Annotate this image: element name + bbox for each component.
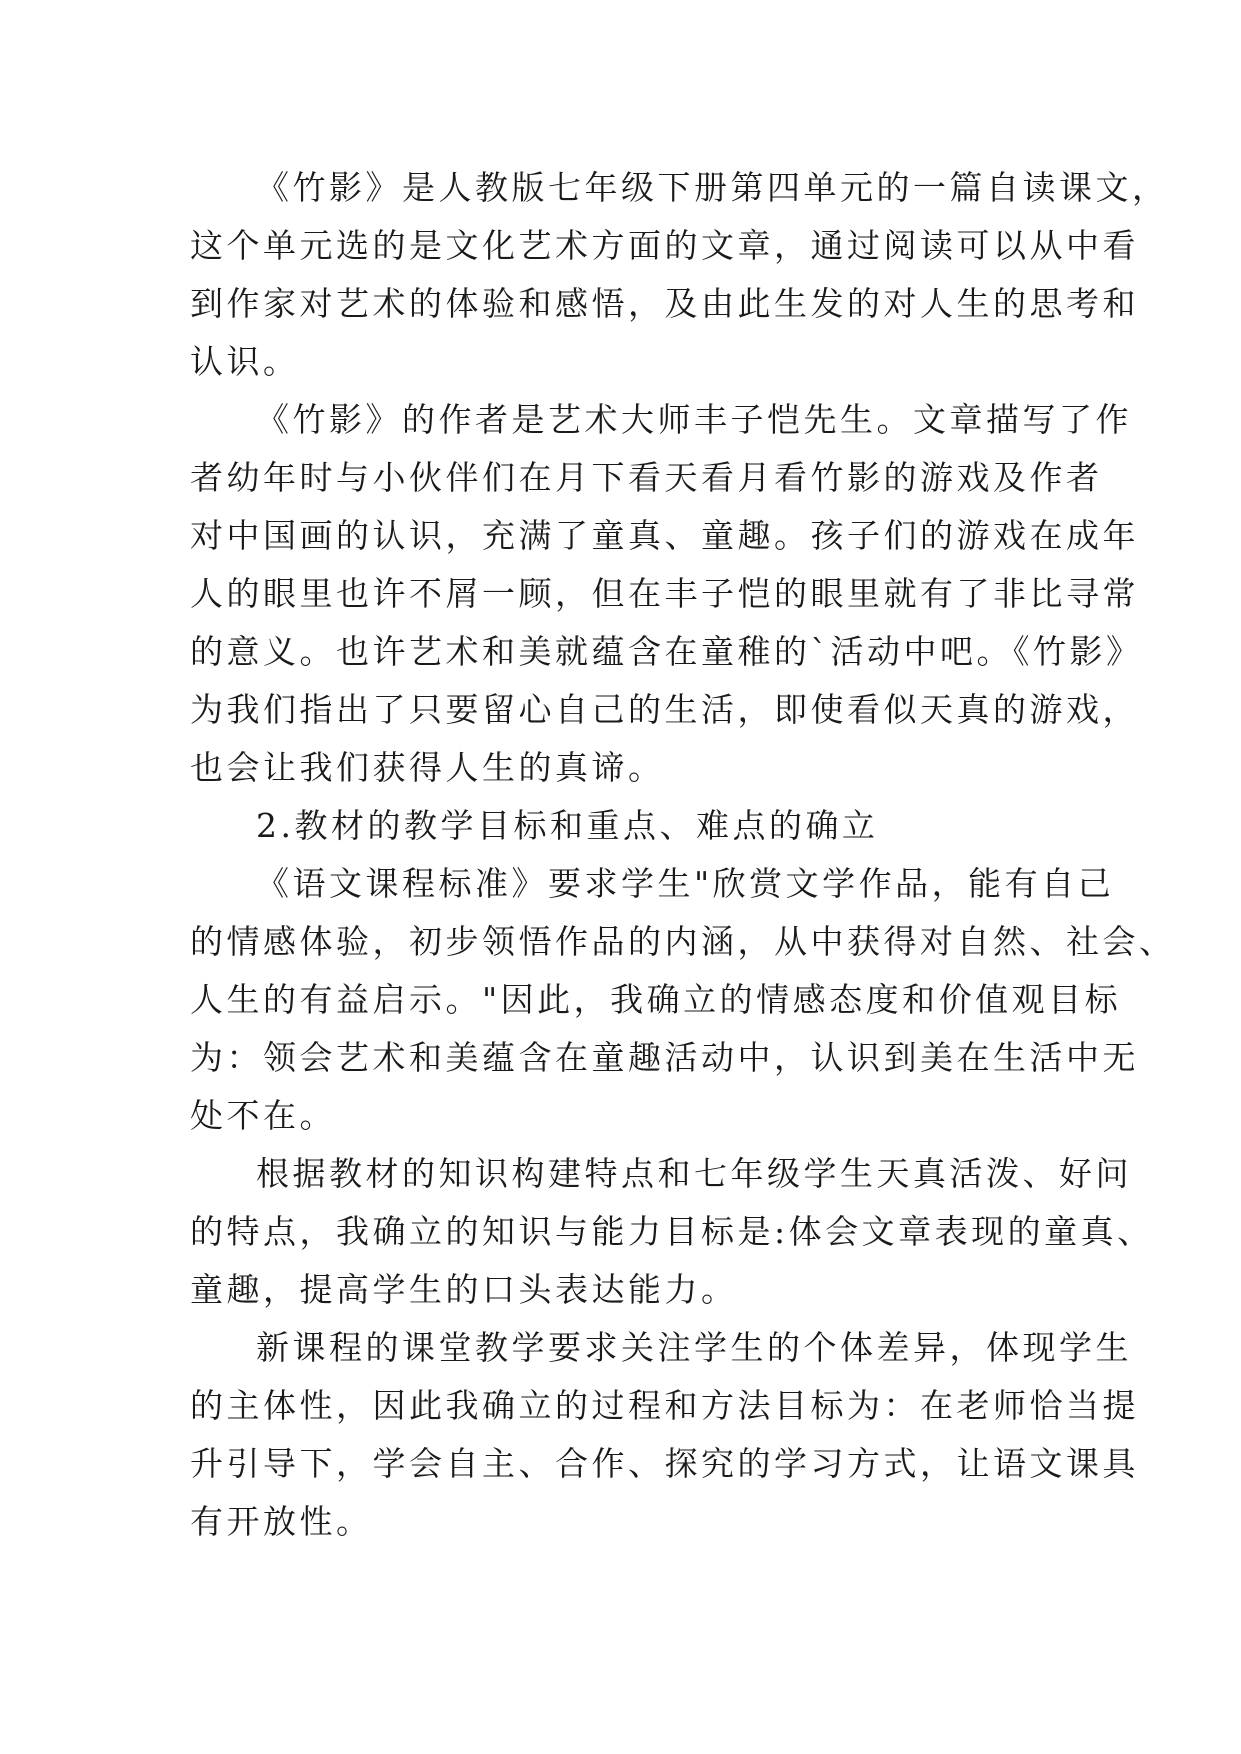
- paragraph-5-line-3: 升引导下，学会自主、合作、探究的学习方式，让语文课具: [190, 1444, 1139, 1483]
- paragraph-5-line-1: 新课程的课堂教学要求关注学生的个体差异，体现学生: [256, 1328, 1132, 1367]
- paragraph-5-line-4: 有开放性。: [190, 1502, 373, 1541]
- paragraph-4-line-2: 的特点，我确立的知识与能力目标是:体会文章表现的童真、: [190, 1212, 1154, 1251]
- paragraph-2-line-6: 为我们指出了只要留心自己的生活，即使看似天真的游戏，: [190, 690, 1139, 729]
- paragraph-3-line-3: 人生的有益启示。"因此，我确立的情感态度和价值观目标: [190, 980, 1122, 1019]
- paragraph-3-line-2: 的情感体验，初步领悟作品的内涵，从中获得对自然、社会、: [190, 922, 1176, 961]
- paragraph-1-line-4: 认识。: [190, 342, 300, 381]
- paragraph-2-line-1: 《竹影》的作者是艺术大师丰子恺先生。文章描写了作: [256, 400, 1132, 439]
- paragraph-3-line-1: 《语文课程标准》要求学生"欣赏文学作品，能有自己: [256, 864, 1115, 903]
- paragraph-4-line-1: 根据教材的知识构建特点和七年级学生天真活泼、好问: [256, 1154, 1132, 1193]
- paragraph-1-line-3: 到作家对艺术的体验和感悟，及由此生发的对人生的思考和: [190, 284, 1139, 323]
- paragraph-5-line-2: 的主体性，因此我确立的过程和方法目标为：在老师恰当提: [190, 1386, 1139, 1425]
- paragraph-3-line-4: 为：领会艺术和美蕴含在童趣活动中，认识到美在生活中无: [190, 1038, 1139, 1077]
- paragraph-2-line-2: 者幼年时与小伙伴们在月下看天看月看竹影的游戏及作者: [190, 458, 1103, 497]
- paragraph-3-line-5: 处不在。: [190, 1096, 336, 1135]
- paragraph-2-line-5: 的意义。也许艺术和美就蕴含在童稚的`活动中吧。《竹影》: [190, 632, 1143, 671]
- paragraph-4-line-3: 童趣，提高学生的口头表达能力。: [190, 1270, 738, 1309]
- paragraph-1-line-1: 《竹影》是人教版七年级下册第四单元的一篇自读课文，: [256, 168, 1169, 207]
- paragraph-2-line-3: 对中国画的认识，充满了童真、童趣。孩子们的游戏在成年: [190, 516, 1139, 555]
- paragraph-1-line-2: 这个单元选的是文化艺术方面的文章，通过阅读可以从中看: [190, 226, 1139, 265]
- paragraph-2-line-4: 人的眼里也许不屑一顾，但在丰子恺的眼里就有了非比寻常: [190, 574, 1139, 613]
- paragraph-2-line-7: 也会让我们获得人生的真谛。: [190, 748, 665, 787]
- section-heading: 2.教材的教学目标和重点、难点的确立: [256, 806, 879, 845]
